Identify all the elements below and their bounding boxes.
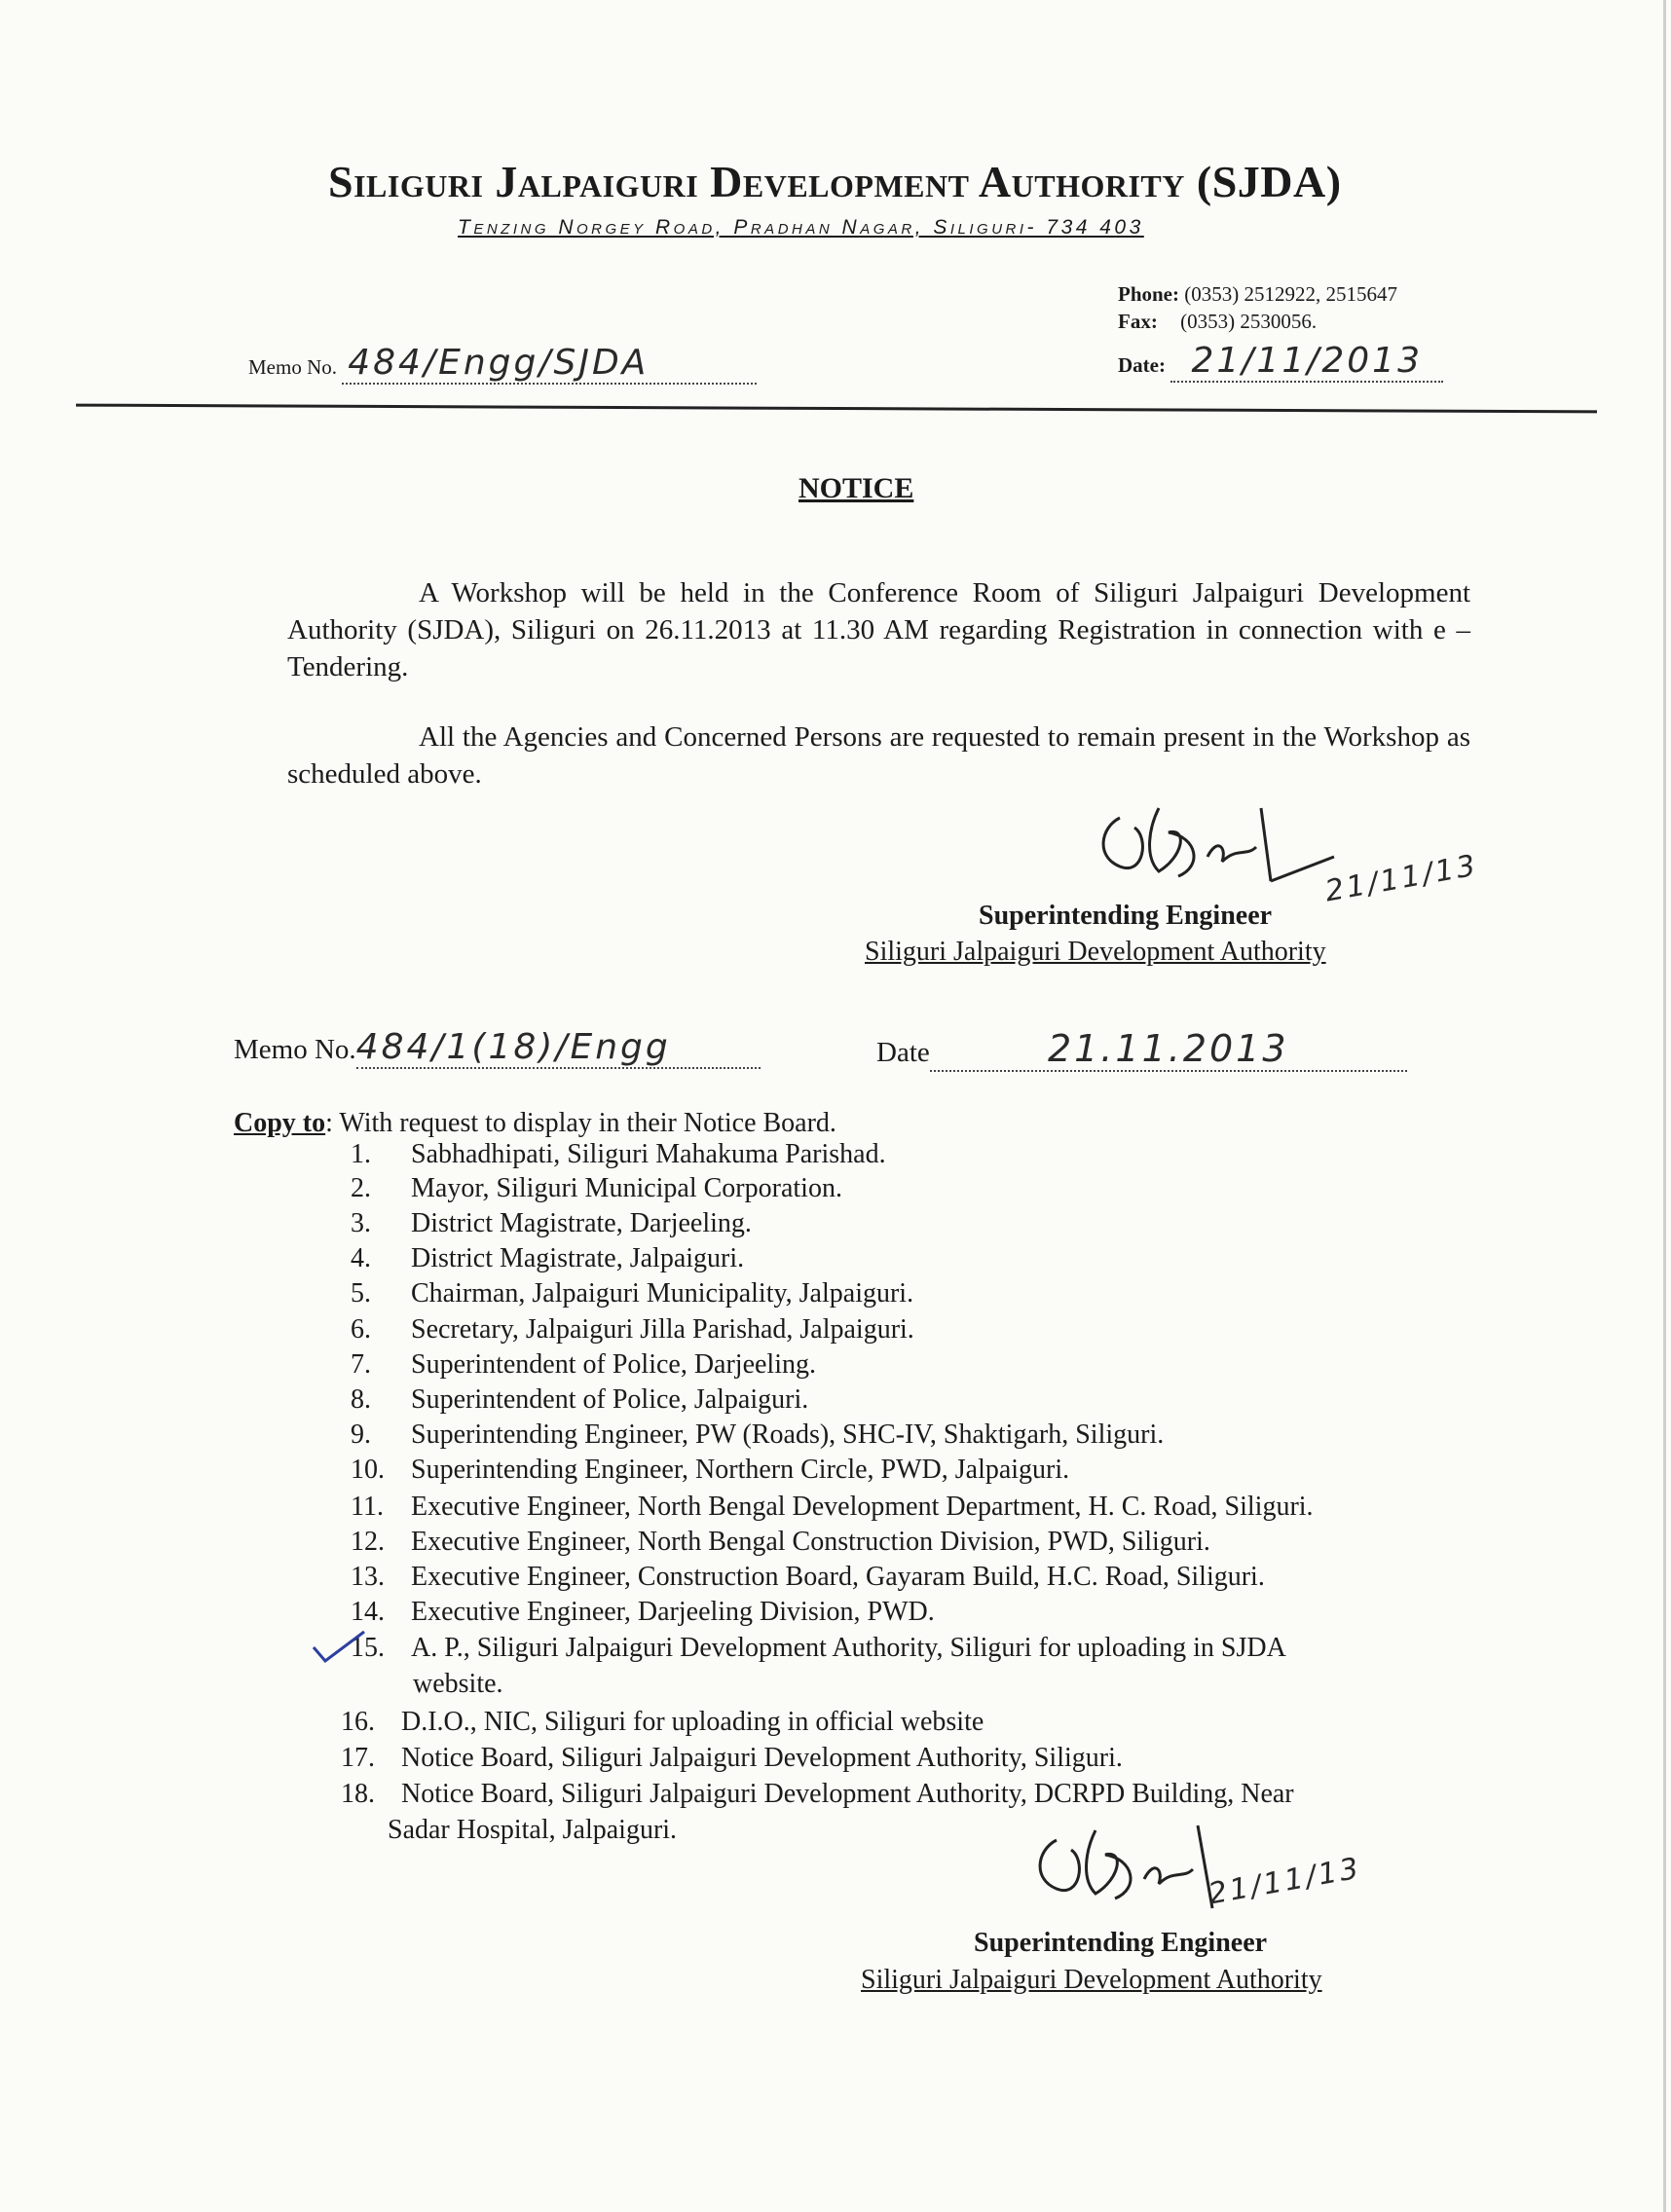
scan-edge — [1663, 0, 1666, 2212]
list-item-text: Chairman, Jalpaiguri Municipality, Jalpaiguri. — [411, 1278, 914, 1309]
list-item — [351, 1419, 1164, 1451]
list-item-text: Executive Engineer, North Bengal Construction Division, PWD, Siliguri. — [411, 1527, 1210, 1557]
copy-to-header — [234, 1108, 836, 1139]
list-item-number: 4. — [351, 1243, 371, 1273]
list-item-text: Superintendent of Police, Darjeeling. — [411, 1349, 816, 1380]
memo-bottom-label: Memo No. — [234, 1034, 356, 1065]
signature-1-org: Siliguri Jalpaiguri Development Authority — [865, 937, 1326, 967]
date-bottom-value: 21.11.2013 — [930, 1027, 1407, 1072]
list-item-text: A. P., Siliguri Jalpaiguri Development Authority, Siliguri for uploading in SJDA — [411, 1633, 1286, 1663]
fax-label: Fax: — [1118, 310, 1158, 333]
date-bottom — [876, 1027, 1407, 1072]
list-item-number: 13. — [351, 1562, 385, 1592]
list-item — [351, 1314, 914, 1346]
list-item — [351, 1633, 1286, 1664]
letterhead-rule — [76, 404, 1597, 414]
list-item-number: 6. — [351, 1314, 371, 1345]
signature-2-title: Superintending Engineer — [974, 1928, 1268, 1958]
signature-1-image — [1091, 789, 1344, 905]
list-item-number: 1. — [351, 1139, 371, 1169]
list-item-number: 10. — [351, 1455, 385, 1485]
signature-1-title: Superintending Engineer — [979, 901, 1273, 931]
list-item — [351, 1384, 808, 1416]
check-mark-icon — [310, 1628, 368, 1667]
list-item — [351, 1173, 842, 1204]
list-item-text: Superintending Engineer, Northern Circle, PWD, Jalpaiguri. — [411, 1455, 1070, 1485]
list-item-number: 5. — [351, 1278, 371, 1309]
list-item-number: 7. — [351, 1349, 371, 1380]
notice-paragraph-1: A Workshop will be held in the Conference Room of Siliguri Jalpaiguri Development Authority (SJDA), Siliguri on 26.11.2013 at 11.30 AM regarding Registration in connection with e – Tendering. — [287, 577, 1470, 682]
list-item-text: Executive Engineer, Construction Board, Gayaram Build, H.C. Road, Siliguri. — [411, 1562, 1265, 1592]
list-item-text: Mayor, Siliguri Municipal Corporation. — [411, 1173, 842, 1203]
memo-top-value: 484/Engg/SJDA — [342, 343, 757, 385]
org-address: Tenzing Norgey Road, Pradhan Nagar, Siliguri- 734 403 — [458, 216, 1144, 239]
list-item-number: 12. — [351, 1527, 385, 1557]
signature-2-org: Siliguri Jalpaiguri Development Authority — [861, 1965, 1322, 1995]
list-item — [351, 1243, 744, 1274]
list-item-number: 8. — [351, 1384, 371, 1415]
fax-line — [1118, 310, 1317, 334]
list-item — [351, 1278, 913, 1309]
list-item — [341, 1779, 1294, 1810]
list-item — [351, 1349, 816, 1381]
list-item-number: 3. — [351, 1208, 371, 1238]
list-item — [351, 1139, 886, 1170]
list-item-text: D.I.O., NIC, Siliguri for uploading in official website — [401, 1707, 984, 1737]
phone-label: Phone: — [1118, 282, 1179, 306]
list-item-text: Notice Board, Siliguri Jalpaiguri Development Authority, DCRPD Building, Near — [401, 1779, 1294, 1809]
list-item-number: 9. — [351, 1419, 371, 1450]
copy-to-intro: : With request to display in their Notice Board. — [325, 1108, 836, 1138]
list-item-text: Executive Engineer, North Bengal Development Department, H. C. Road, Siliguri. — [411, 1492, 1314, 1522]
memo-top-label: Memo No. — [248, 355, 337, 379]
list-item — [351, 1562, 1265, 1593]
signature-2-image — [1027, 1811, 1281, 1928]
list-item — [351, 1597, 935, 1628]
list-item-text: District Magistrate, Jalpaiguri. — [411, 1243, 745, 1273]
list-item-number: 11. — [351, 1492, 384, 1522]
list-item-text: Superintending Engineer, PW (Roads), SHC-IV, Shaktigarh, Siliguri. — [411, 1419, 1165, 1450]
list-item-number: 16. — [341, 1707, 375, 1737]
list-item-number: 18. — [341, 1779, 375, 1809]
list-item-number: 2. — [351, 1173, 371, 1203]
memo-bottom-value: 484/1(18)/Engg — [356, 1027, 761, 1069]
list-item-text: Sabhadhipati, Siliguri Mahakuma Parishad. — [411, 1139, 886, 1169]
list-item-number: 17. — [341, 1743, 375, 1773]
list-item-text: Executive Engineer, Darjeeling Division, PWD. — [411, 1597, 935, 1627]
list-item-text: Notice Board, Siliguri Jalpaiguri Development Authority, Siliguri. — [401, 1743, 1123, 1773]
memo-top — [248, 343, 757, 385]
list-item — [351, 1208, 752, 1239]
list-item-text: Secretary, Jalpaiguri Jilla Parishad, Jalpaiguri. — [411, 1314, 914, 1345]
date-top-value: 21/11/2013 — [1170, 341, 1443, 383]
memo-bottom — [234, 1027, 761, 1069]
fax-value: (0353) 2530056. — [1180, 310, 1318, 333]
copy-to-label: Copy to — [234, 1108, 326, 1138]
list-item-number: 15. — [351, 1633, 385, 1663]
date-top — [1118, 341, 1443, 383]
notice-paragraph-2: All the Agencies and Concerned Persons are requested to remain present in the Workshop as scheduled above. — [287, 721, 1470, 790]
signature-1-date: 21/11/13 — [1322, 848, 1481, 909]
org-name: Siliguri Jalpaiguri Development Authority (SJDA) — [328, 157, 1342, 206]
list-item-continuation: Sadar Hospital, Jalpaiguri. — [388, 1815, 678, 1845]
list-item — [341, 1707, 984, 1738]
notice-title: NOTICE — [798, 472, 914, 504]
list-item — [341, 1743, 1123, 1774]
list-item-continuation: website. — [413, 1669, 503, 1699]
list-item — [351, 1527, 1210, 1558]
list-item — [351, 1455, 1069, 1486]
list-item-text: Superintendent of Police, Jalpaiguri. — [411, 1384, 809, 1415]
phone-value: (0353) 2512922, 2515647 — [1184, 282, 1397, 306]
phone-line — [1118, 282, 1397, 307]
date-bottom-label: Date — [876, 1037, 930, 1068]
signature-2-date: 21/11/13 — [1206, 1851, 1364, 1912]
date-top-label: Date: — [1118, 353, 1166, 377]
list-item-number: 14. — [351, 1597, 385, 1627]
list-item — [351, 1492, 1314, 1523]
list-item-text: District Magistrate, Darjeeling. — [411, 1208, 752, 1238]
